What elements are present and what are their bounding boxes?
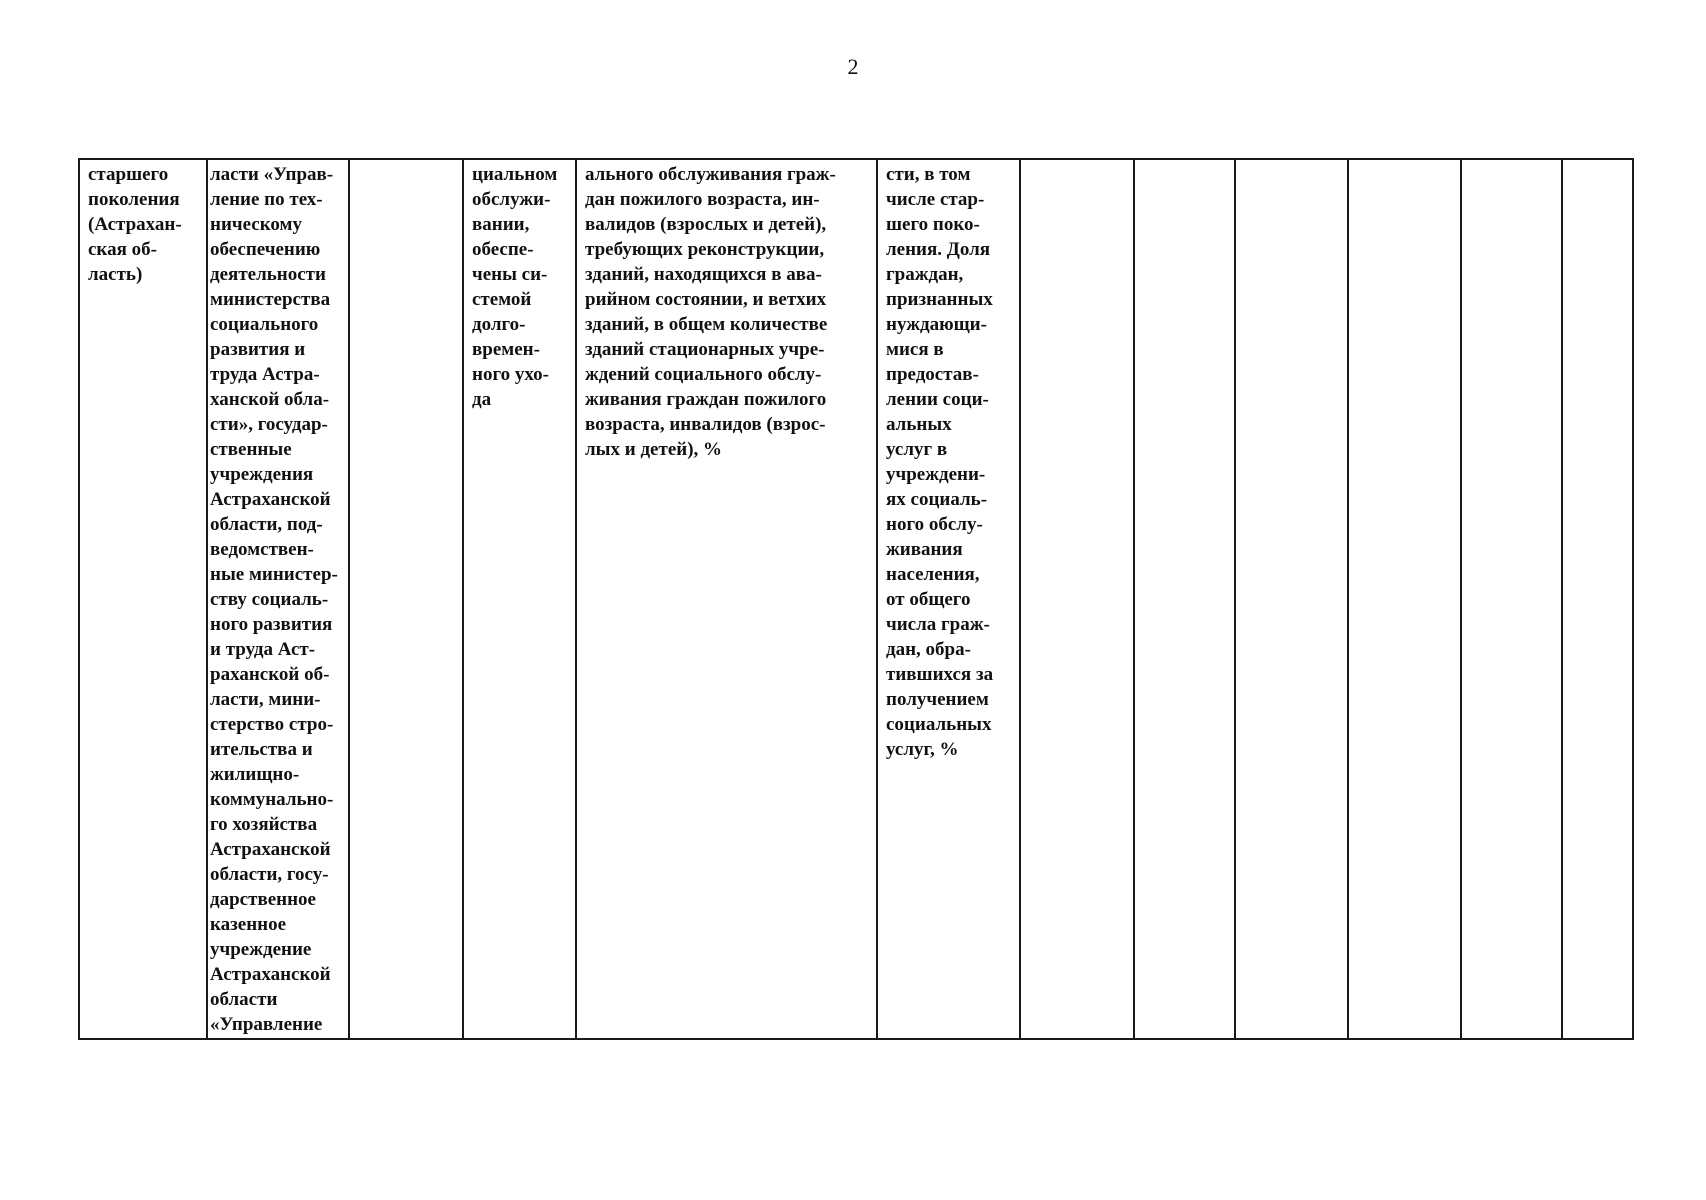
document-table (78, 158, 1634, 1040)
cell-empty-10 (1348, 159, 1461, 1039)
cell-buildings-indicator: ального обслуживания граж- дан пожилого возраста, ин- валидов (взрослых и детей), требующих реконструкции, зданий, находящихся в ава- рийном состоянии, и ветхих зданий, в общем количестве зданий стационарных учре- ждений социального обслу- живания граждан пожилого возраста, инвалидов (взрос- лых и детей), % (576, 159, 877, 1039)
cell-empty-9 (1235, 159, 1348, 1039)
cell-long-term-care: циальном обслужи- вании, обеспе- чены си- стемой долго- времен- ного ухо- да (463, 159, 576, 1039)
cell-empty-8 (1134, 159, 1235, 1039)
cell-empty-7 (1020, 159, 1134, 1039)
cell-empty-11 (1461, 159, 1562, 1039)
cell-services-indicator: сти, в том числе стар- шего поко- ления. Доля граждан, признанных нуждающи- мися в предостав- лении соци- альных услуг в учреждени- ях социаль- ного обслу- живания населения, от общего числа граж- дан, обра- тившихся за получением социальных услуг, % (877, 159, 1020, 1039)
page-number: 2 (847, 54, 859, 79)
cell-empty-3 (349, 159, 463, 1039)
cell-empty-12 (1562, 159, 1633, 1039)
cell-region: старшего поколения (Астрахан- ская об- ласть) (79, 159, 207, 1039)
cell-executors: ласти «Управ- ление по тех- ническому обеспечению деятельности министерства социального развития и труда Астра- ханской обла- сти», государ- ственные учреждения Астраханской области, под- ведомствен- ные министер- ству социаль- ного развития и труда Аст- раханской об- ласти, мини- стерство стро- ительства и жилищно- коммунально- го хозяйства Астраханской области, госу- дарственное казенное учреждение Астраханской области «Управление (207, 159, 349, 1039)
table-row (79, 159, 1633, 1039)
